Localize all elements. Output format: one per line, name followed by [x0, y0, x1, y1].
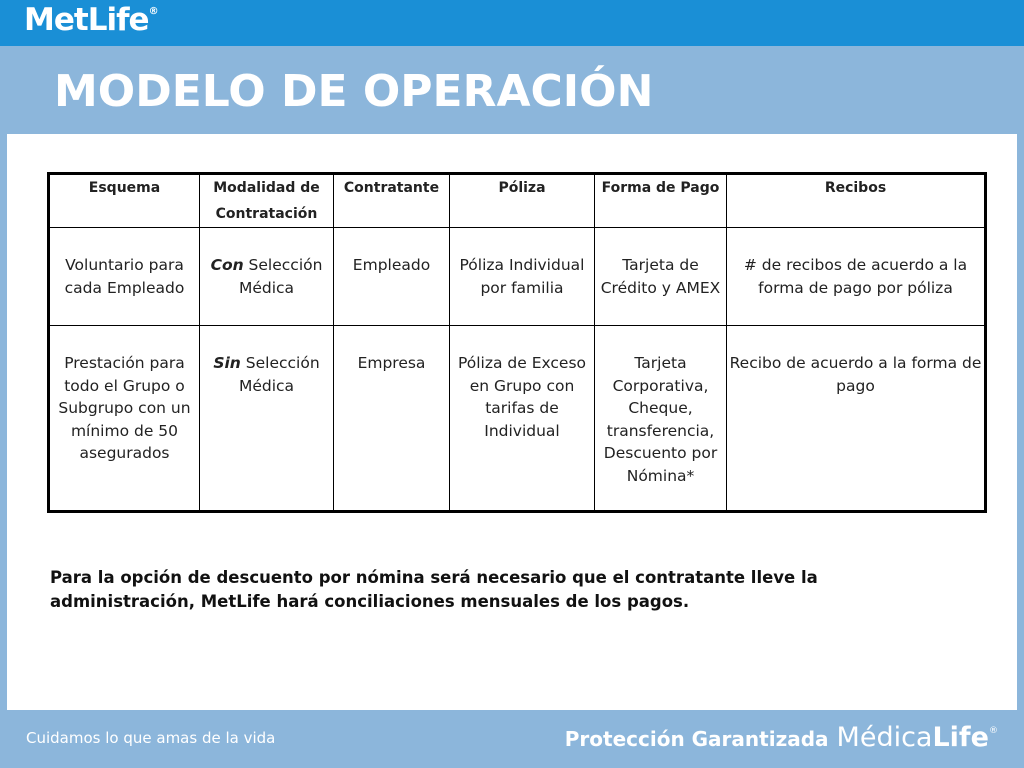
- logo-registered-mark: ®: [148, 6, 158, 17]
- top-bar: [0, 0, 1024, 46]
- cell-modalidad: [200, 228, 334, 326]
- logo-text: MetLife: [24, 2, 149, 38]
- header-poliza: Póliza: [450, 174, 595, 228]
- cell-forma-pago: Tarjeta de Crédito y AMEX: [595, 228, 727, 326]
- cell-esquema: Voluntario para cada Empleado: [49, 228, 200, 326]
- modalidad-emphasis: Sin: [213, 354, 241, 372]
- footer-tagline: Protección Garantizada: [564, 727, 829, 751]
- cell-recibos: # de recibos de acuerdo a la forma de pago por póliza: [727, 228, 986, 326]
- metlife-logo: [24, 2, 158, 38]
- cell-poliza: Póliza Individual por familia: [450, 228, 595, 326]
- content-panel: [7, 134, 1017, 710]
- medicalife-logo-light: Médica: [836, 722, 933, 753]
- cell-poliza: Póliza de Exceso en Grupo con tarifas de Individual: [450, 326, 595, 512]
- header-esquema: Esquema: [49, 174, 200, 228]
- header-contratante: Contratante: [334, 174, 450, 228]
- footer-brand: [565, 722, 998, 753]
- header-forma-pago: Forma de Pago: [595, 174, 727, 228]
- brand-registered-mark: ®: [989, 726, 998, 736]
- cell-modalidad: [200, 326, 334, 512]
- payroll-note: Para la opción de descuento por nómina será necesario que el contratante lleve la administración, MetLife hará conciliaciones mensuales de los pagos.: [50, 568, 818, 611]
- table-row: [49, 326, 986, 512]
- cell-recibos: Recibo de acuerdo a la forma de pago: [727, 326, 986, 512]
- cell-contratante: Empleado: [334, 228, 450, 326]
- header-modalidad: Modalidad de Contratación: [200, 174, 334, 228]
- modalidad-emphasis: Con: [210, 256, 244, 274]
- medicalife-logo-bold: Life: [932, 722, 989, 753]
- cell-contratante: Empresa: [334, 326, 450, 512]
- operation-model-table: [47, 172, 987, 513]
- header-recibos: Recibos: [727, 174, 986, 228]
- modalidad-text: Selección Médica: [238, 256, 323, 297]
- modalidad-text: Selección Médica: [238, 354, 320, 395]
- table-header-row: [49, 174, 986, 228]
- footer-slogan: Cuidamos lo que amas de la vida: [26, 729, 276, 747]
- cell-esquema: Prestación para todo el Grupo o Subgrupo con un mínimo de 50 asegurados: [49, 326, 200, 512]
- table-row: [49, 228, 986, 326]
- page-title: MODELO DE OPERACIÓN: [54, 66, 654, 117]
- cell-forma-pago: Tarjeta Corporativa, Cheque, transferencia, Descuento por Nómina*: [595, 326, 727, 512]
